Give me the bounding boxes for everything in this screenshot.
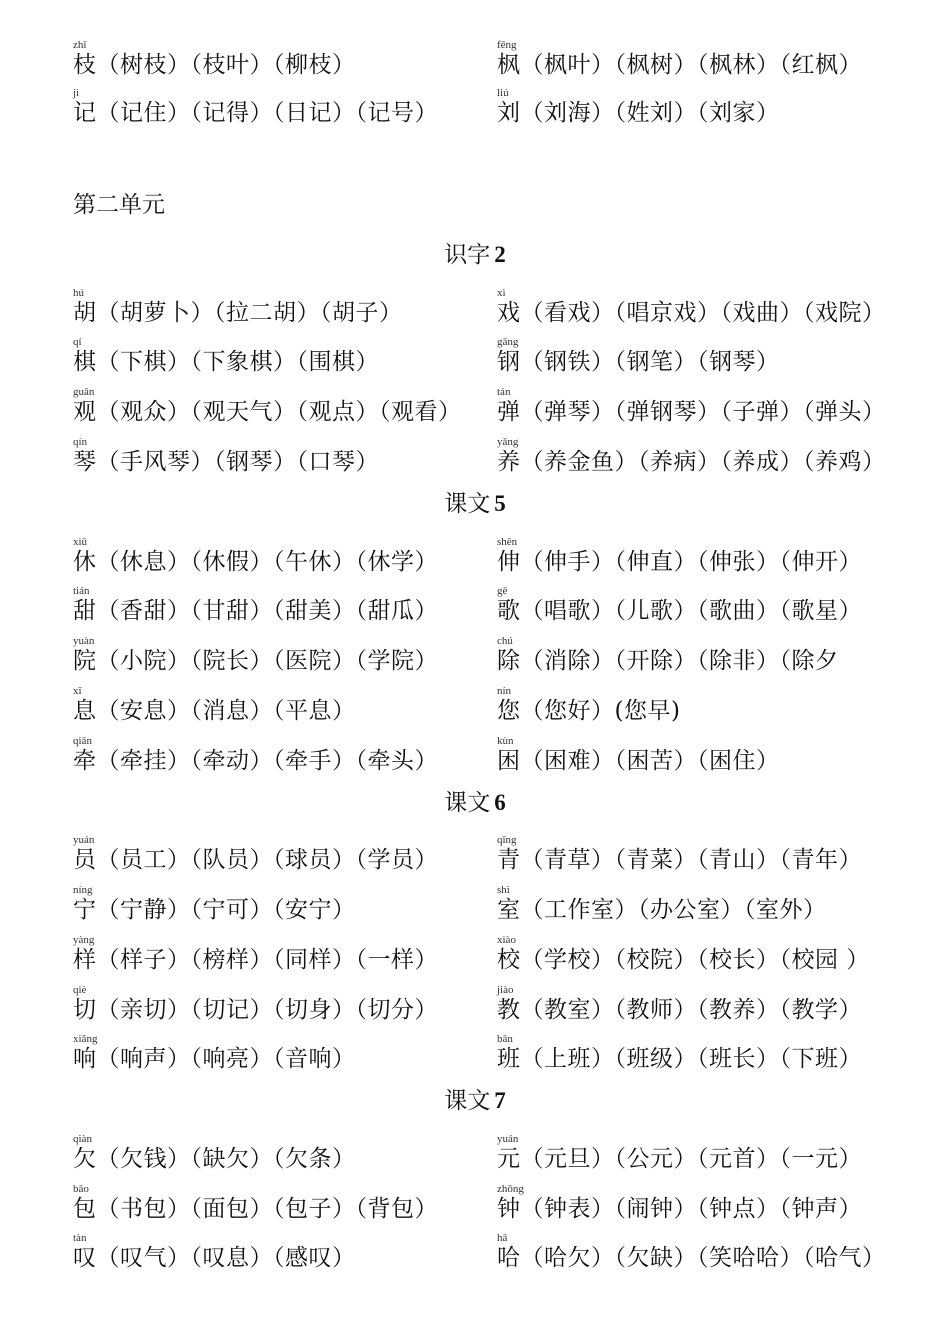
word-list: （钟表）（闹钟）（钟点）（钟声） (520, 1196, 862, 1222)
word-list: （哈欠）（欠缺）（笑哈哈）（哈气） (520, 1245, 886, 1271)
vocab-entry-left (73, 685, 356, 731)
vocab-entry-left (73, 87, 438, 133)
vocab-entry-right (497, 336, 780, 382)
word-list: （观众）（观天气）（观点）（观看） (96, 399, 462, 425)
vocab-entry-left (73, 834, 438, 880)
hanzi-character: 困 (497, 748, 521, 774)
word-list: （员工）（队员）（球员）（学员） (96, 847, 438, 873)
word-list: （钢铁）（钢笔）（钢琴） (520, 349, 780, 375)
vocab-row (0, 685, 950, 731)
hanzi-character: 枫 (497, 52, 521, 78)
unit-title: 第二单元 (73, 192, 165, 218)
vocab-row (0, 436, 950, 482)
vocab-row (0, 336, 950, 382)
vocab-entry-left (73, 287, 403, 333)
vocab-entry-right (497, 1183, 862, 1229)
word-list: （唱歌）（儿歌）（歌曲）（歌星） (520, 598, 862, 624)
word-list: （困难）（困苦）（困住） (520, 748, 780, 774)
word-list: （消除）（开除）（除非）（除夕 (520, 648, 839, 674)
vocab-entry-left (73, 1033, 356, 1079)
word-list: （刘海）（姓刘）（刘家） (520, 100, 780, 126)
pinyin-label: yuán (497, 1133, 519, 1145)
pinyin-label: xì (497, 287, 506, 299)
pinyin-label: níng (73, 884, 93, 896)
hanzi-character: 息 (73, 698, 97, 724)
word-list: （欠钱）（缺欠）（欠条） (96, 1146, 356, 1172)
vocab-entry-left (73, 585, 438, 631)
vocab-row (0, 1033, 950, 1079)
vocab-entry-right (497, 1133, 862, 1179)
vocab-entry-left (73, 536, 438, 582)
vocab-entry-right (497, 87, 780, 133)
pinyin-label: guān (73, 386, 95, 398)
word-list: （教室）（教师）（教养）（教学） (520, 997, 862, 1023)
vocab-entry-right (497, 834, 862, 880)
pinyin-label: kùn (497, 735, 514, 747)
pinyin-label: chú (497, 635, 513, 647)
pinyin-label: qiè (73, 984, 87, 996)
pinyin-label: hā (497, 1232, 508, 1244)
word-list: （手风琴）（钢琴）（口琴） (96, 449, 379, 475)
pinyin-label: bāo (73, 1183, 89, 1195)
hanzi-character: 哈 (497, 1245, 521, 1271)
pinyin-label: fēng (497, 39, 517, 51)
word-list: （工作室）（办公室）（室外） (520, 897, 827, 923)
vocab-entry-right (497, 536, 862, 582)
hanzi-character: 戏 (497, 300, 521, 326)
hanzi-character: 青 (497, 847, 521, 873)
pinyin-label: gāng (497, 336, 519, 348)
word-list: （香甜）（甘甜）（甜美）（甜瓜） (96, 598, 438, 624)
section-heading-text: 课文 (444, 1088, 491, 1114)
pinyin-label: zhōng (497, 1183, 524, 1195)
vocab-row (0, 536, 950, 582)
vocab-row (0, 39, 950, 85)
word-list: （宁静）（宁可）（安宁） (96, 897, 356, 923)
pinyin-label: yuàn (73, 635, 95, 647)
vocab-entry-left (73, 934, 438, 980)
pinyin-label: xiào (497, 934, 516, 946)
hanzi-character: 记 (73, 100, 97, 126)
hanzi-character: 胡 (73, 300, 97, 326)
word-list: （胡萝卜）（拉二胡）（胡子） (96, 300, 403, 326)
word-list: （伸手）（伸直）（伸张）（伸开） (520, 549, 862, 575)
vocab-entry-left (73, 1133, 356, 1179)
word-list: （树枝）（枝叶）（柳枝） (96, 52, 356, 78)
vocab-entry-right (497, 386, 886, 432)
hanzi-character: 钟 (497, 1196, 521, 1222)
word-list: （记住）（记得）（日记）（记号） (96, 100, 438, 126)
vocab-entry-right (497, 1232, 886, 1278)
vocab-row (0, 287, 950, 333)
vocab-entry-right (497, 934, 870, 980)
word-list: （响声）（响亮）（音响） (96, 1046, 356, 1072)
hanzi-character: 切 (73, 997, 97, 1023)
vocab-entry-right (497, 287, 886, 333)
hanzi-character: 元 (497, 1146, 521, 1172)
word-list: （青草）（青菜）（青山）（青年） (520, 847, 862, 873)
vocab-row (0, 834, 950, 880)
pinyin-label: shēn (497, 536, 518, 548)
vocab-entry-right (497, 685, 681, 731)
hanzi-character: 欠 (73, 1146, 97, 1172)
word-list: （枫叶）（枫树）（枫林）（红枫） (520, 52, 862, 78)
vocab-entry-right (497, 585, 862, 631)
vocab-row (0, 585, 950, 631)
hanzi-character: 伸 (497, 549, 521, 575)
hanzi-character: 钢 (497, 349, 521, 375)
section-heading (0, 238, 950, 272)
hanzi-character: 观 (73, 399, 97, 425)
hanzi-character: 琴 (73, 449, 97, 475)
hanzi-character: 休 (73, 549, 97, 575)
vocab-entry-left (73, 336, 379, 382)
pinyin-label: qí (73, 336, 82, 348)
hanzi-character: 样 (73, 947, 97, 973)
hanzi-character: 棋 (73, 349, 97, 375)
word-list: （学校）（校院）（校长）（校园 ） (520, 947, 870, 973)
vocab-row (0, 934, 950, 980)
pinyin-label: xiǎng (73, 1033, 98, 1045)
hanzi-character: 班 (497, 1046, 521, 1072)
vocab-row (0, 386, 950, 432)
section-heading (0, 487, 950, 521)
hanzi-character: 教 (497, 997, 521, 1023)
hanzi-character: 员 (73, 847, 97, 873)
vocab-row (0, 735, 950, 781)
vocab-entry-right (497, 735, 780, 781)
hanzi-character: 枝 (73, 52, 97, 78)
pinyin-label: yǎng (497, 436, 519, 448)
hanzi-character: 牵 (73, 748, 97, 774)
hanzi-character: 刘 (497, 100, 521, 126)
word-list: （牵挂）（牵动）（牵手）（牵头） (96, 748, 438, 774)
pinyin-label: bān (497, 1033, 513, 1045)
pinyin-label: nín (497, 685, 512, 697)
hanzi-character: 歌 (497, 598, 521, 624)
word-list: （弹琴）（弹钢琴）（子弹）（弹头） (520, 399, 886, 425)
hanzi-character: 弹 (497, 399, 521, 425)
vocab-entry-left (73, 1232, 356, 1278)
hanzi-character: 包 (73, 1196, 97, 1222)
vocab-row (0, 635, 950, 681)
word-list: （上班）（班级）（班长）（下班） (520, 1046, 862, 1072)
vocab-row (0, 884, 950, 930)
pinyin-label: tán (497, 386, 511, 398)
pinyin-label: shì (497, 884, 510, 896)
vocab-row (0, 87, 950, 133)
pinyin-label: jiào (497, 984, 514, 996)
pinyin-label: xī (73, 685, 82, 697)
section-heading-number: 5 (494, 491, 506, 516)
word-list: （下棋）（下象棋）（围棋） (96, 349, 379, 375)
hanzi-character: 宁 (73, 897, 97, 923)
vocab-entry-right (497, 884, 827, 930)
section-heading-text: 课文 (444, 790, 491, 816)
hanzi-character: 养 (497, 449, 521, 475)
vocab-entry-left (73, 386, 462, 432)
vocab-entry-left (73, 39, 356, 85)
word-list: （看戏）（唱京戏）（戏曲）（戏院） (520, 300, 886, 326)
pinyin-label: qīng (497, 834, 517, 846)
section-heading (0, 786, 950, 820)
section-heading-text: 课文 (444, 491, 491, 517)
pinyin-label: tàn (73, 1232, 87, 1244)
pinyin-label: tián (73, 585, 90, 597)
word-list: （样子）（榜样）（同样）（一样） (96, 947, 438, 973)
pinyin-label: qín (73, 436, 88, 448)
vocab-entry-left (73, 884, 356, 930)
section-heading-text: 识字 (444, 242, 491, 268)
vocab-entry-left (73, 735, 438, 781)
vocab-entry-right (497, 39, 862, 85)
hanzi-character: 院 (73, 648, 97, 674)
hanzi-character: 叹 (73, 1245, 97, 1271)
vocab-entry-right (497, 1033, 862, 1079)
vocab-row (0, 1133, 950, 1179)
pinyin-label: qiàn (73, 1133, 92, 1145)
pinyin-label: yàng (73, 934, 95, 946)
pinyin-label: zhī (73, 39, 87, 51)
pinyin-label: qiān (73, 735, 92, 747)
word-list: （休息）（休假）（午休）（休学） (96, 549, 438, 575)
pinyin-label: hú (73, 287, 84, 299)
pinyin-label: yuán (73, 834, 95, 846)
vocab-entry-left (73, 635, 438, 681)
pinyin-label: liú (497, 87, 509, 99)
vocab-entry-left (73, 436, 379, 482)
section-heading-number: 6 (494, 790, 506, 815)
vocab-entry-right (497, 436, 886, 482)
section-heading-number: 7 (494, 1088, 506, 1113)
section-heading-number: 2 (494, 242, 506, 267)
section-heading (0, 1084, 950, 1118)
hanzi-character: 校 (497, 947, 521, 973)
word-list: （您好）(您早) (520, 698, 681, 724)
hanzi-character: 除 (497, 648, 521, 674)
word-list: （元旦）（公元）（元首）（一元） (520, 1146, 862, 1172)
hanzi-character: 响 (73, 1046, 97, 1072)
pinyin-label: jì (73, 87, 80, 99)
vocab-row (0, 984, 950, 1030)
word-list: （养金鱼）（养病）（养成）（养鸡） (520, 449, 886, 475)
vocab-entry-right (497, 635, 839, 681)
hanzi-character: 甜 (73, 598, 97, 624)
word-list: （安息）（消息）（平息） (96, 698, 356, 724)
pinyin-label: xiū (73, 536, 88, 548)
vocab-entry-left (73, 1183, 438, 1229)
vocab-row (0, 1183, 950, 1229)
word-list: （书包）（面包）（包子）（背包） (96, 1196, 438, 1222)
pinyin-label: gē (497, 585, 508, 597)
vocab-row (0, 1232, 950, 1278)
word-list: （叹气）（叹息）（感叹） (96, 1245, 356, 1271)
vocab-entry-left (73, 984, 438, 1030)
hanzi-character: 室 (497, 897, 521, 923)
vocab-entry-right (497, 984, 862, 1030)
word-list: （亲切）（切记）（切身）（切分） (96, 997, 438, 1023)
hanzi-character: 您 (497, 698, 521, 724)
word-list: （小院）（院长）（医院）（学院） (96, 648, 438, 674)
